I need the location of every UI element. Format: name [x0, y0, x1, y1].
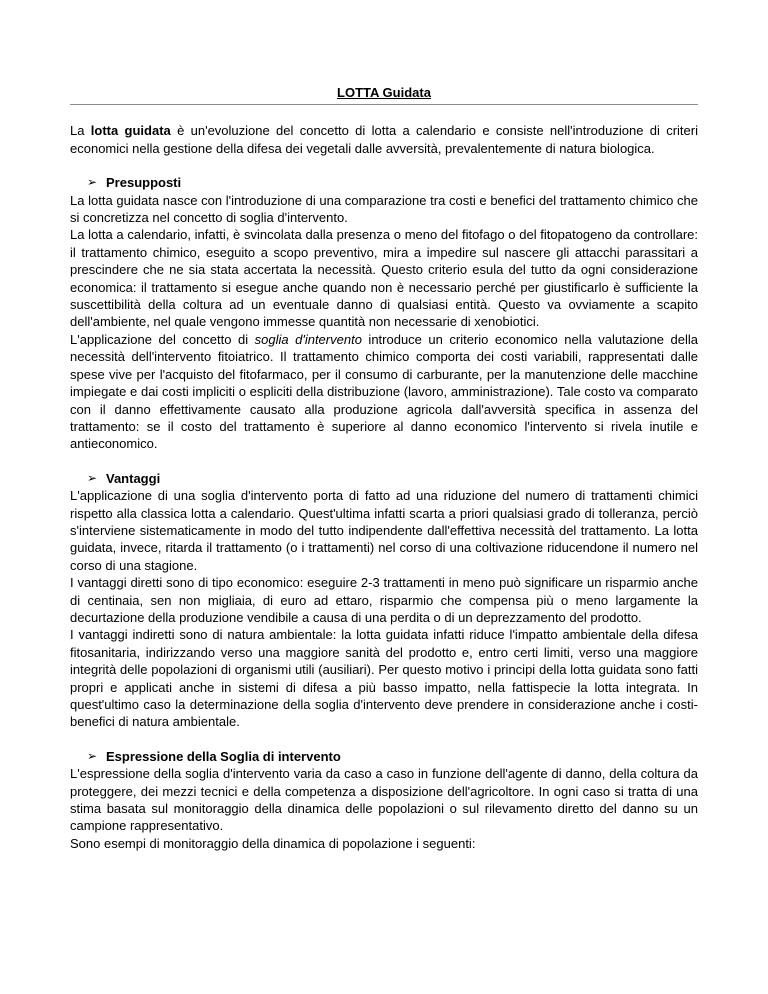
- presupposti-paragraph-3: [70, 331, 698, 453]
- presupposti-paragraph-1: La lotta guidata nasce con l'introduzione di una comparazione tra costi e benefici del trattamento chimico che si concretizza nel concetto di soglia d'intervento.: [70, 192, 698, 226]
- vantaggi-paragraph-2: I vantaggi diretti sono di tipo economico: eseguire 2-3 trattamenti in meno può significare un risparmio anche di centinaia, sen non migliaia, di euro ad ettaro, risparmio che compensa più o meno largamente la decurtazione della produzione vendibile a causa di una perdita o di un deprezzamento del prodotto.: [70, 575, 698, 625]
- arrow-bullet-icon: ➢: [87, 748, 98, 763]
- p3-post: introduce un criterio economico nella valutazione della necessità dell'intervento fitoiatrico. Il trattamento chimico comporta dei costi variabili, rappresentati dalle spese vive per l'acquisto del fitofarmaco, per il consumo di carburante, per la manutenzione delle macchine impiegate e dai costi impliciti o espliciti della distribuzione (lavoro, amministrazione). Tale costo va comparato con il danno effettivamente causato alla produzione agricola dall'avversità specifica in assenza del trattamento: se il costo del trattamento è superiore al danno economico l'intervento si rivela inutile e antieconomico.: [70, 331, 698, 452]
- section-heading-vantaggi: [87, 470, 698, 487]
- espressione-paragraph-1: L'espressione della soglia d'intervento varia da caso a caso in funzione dell'agente di danno, della coltura da proteggere, dei mezzi tecnici e della competenza a disposizione dell'agricoltore. In ogni caso si tratta di una stima basata sul monitoraggio della dinamica delle popolazioni o sul rilevamento diretto del danno su un campione rappresentativo.: [70, 766, 698, 834]
- page-title: LOTTA Guidata: [337, 85, 431, 100]
- section-heading-espressione: [87, 748, 698, 765]
- p3-pre: L'applicazione del concetto di: [70, 331, 255, 347]
- arrow-bullet-icon: ➢: [87, 470, 98, 485]
- title-block: [70, 84, 698, 105]
- section-heading-label: Espressione della Soglia di intervento: [106, 748, 341, 764]
- intro-paragraph: [70, 122, 698, 157]
- intro-bold-term: lotta guidata: [90, 123, 171, 139]
- document-page: [70, 84, 698, 852]
- intro-post: è un'evoluzione del concetto di lotta a calendario e consiste nell'introduzione di criteri economici nella gestione della difesa dei vegetali dalle avversità, prevalentemente di natura biologica.: [70, 123, 698, 156]
- arrow-bullet-icon: ➢: [87, 175, 98, 190]
- p3-italic-term: soglia d'intervento: [254, 331, 362, 347]
- espressione-paragraph-2: Sono esempi di monitoraggio della dinamica di popolazione i seguenti:: [70, 835, 476, 851]
- section-heading-label: Presupposti: [106, 175, 182, 191]
- intro-pre: La: [70, 123, 91, 139]
- section-heading-presupposti: [87, 174, 698, 191]
- vantaggi-paragraph-3: I vantaggi indiretti sono di natura ambientale: la lotta guidata infatti riduce l'impatto ambientale della difesa fitosanitaria, indirizzando verso una maggiore sanità del prodotto e, entro certi limiti, verso una maggiore integrità delle popolazioni di organismi utili (ausiliari). Per questo motivo i principi della lotta guidata sono fatti propri e applicati anche in sistemi di difesa a più basso impatto, nella fattispecie la lotta integrata. In quest'ultimo caso la determinazione della soglia d'intervento deve prendere in considerazione anche i costi-benefici di natura ambientale.: [70, 627, 698, 730]
- section-heading-label: Vantaggi: [106, 470, 161, 486]
- vantaggi-paragraph-1: L'applicazione di una soglia d'intervento porta di fatto ad una riduzione del numero di trattamenti chimici rispetto alla classica lotta a calendario. Quest'ultima infatti scarta a priori qualsiasi grado di tolleranza, perciò s'interviene sistematicamente in modo del tutto indipendente dall'effettiva necessità del trattamento. La lotta guidata, invece, ritarda il trattamento (o i trattamenti) nel corso di una coltivazione riducendone il numero nel corso di una stagione.: [70, 488, 698, 573]
- presupposti-paragraph-2: La lotta a calendario, infatti, è svincolata dalla presenza o meno del fitofago o del fitopatogeno da controllare: il trattamento chimico, eseguito a scopo preventivo, mira a impedire sul nascere gli attacchi parassitari a prescindere che ne sia stata accertata la necessità. Questo criterio esula del tutto da ogni considerazione economica: il trattamento si esegue anche quando non è necessario perché per giustificarlo è sufficiente la suscettibilità della coltura ad un eventuale danno di qualsiasi entità. Questo va ovviamente a scapito dell'ambiente, nel quale vengono immesse quantità non necessarie di xenobiotici.: [70, 227, 698, 330]
